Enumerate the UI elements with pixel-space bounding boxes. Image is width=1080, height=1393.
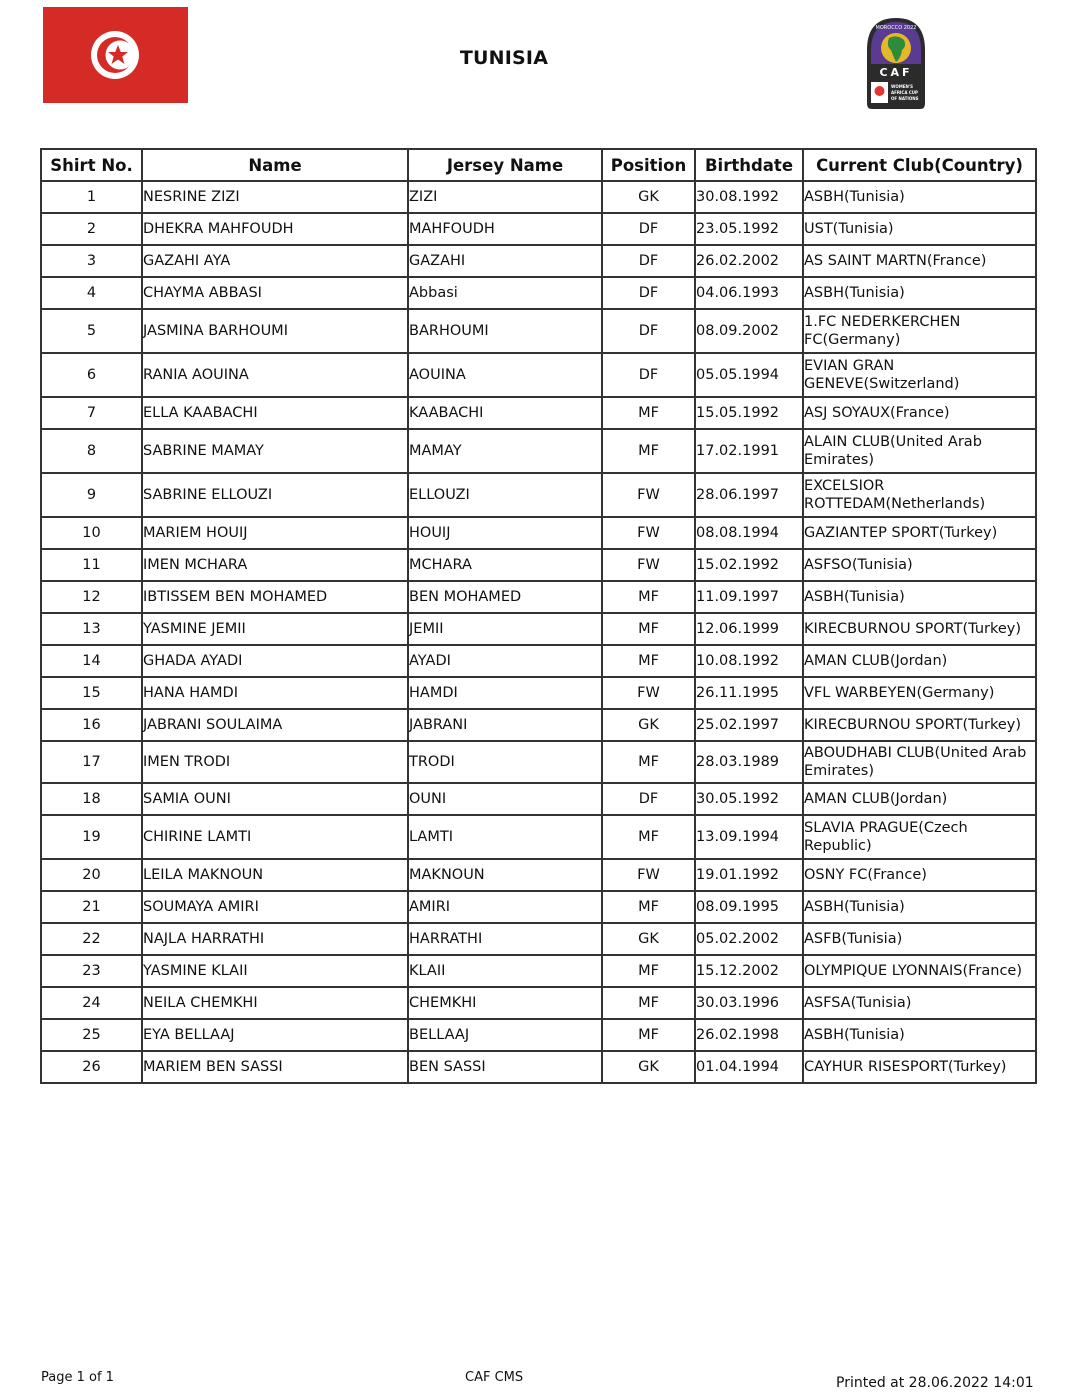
shirt-number: 1: [41, 181, 142, 213]
table-row: [41, 783, 1036, 815]
current-club: ASBH(Tunisia): [803, 581, 1036, 613]
current-club: ASBH(Tunisia): [803, 891, 1036, 923]
position: MF: [602, 741, 695, 783]
jersey-name: Abbasi: [408, 277, 602, 309]
player-name: ELLA KAABACHI: [142, 397, 408, 429]
shirt-number: 16: [41, 709, 142, 741]
current-club: AMAN CLUB(Jordan): [803, 645, 1036, 677]
jersey-name: MAKNOUN: [408, 859, 602, 891]
current-club: AMAN CLUB(Jordan): [803, 783, 1036, 815]
table-row: [41, 677, 1036, 709]
position: MF: [602, 581, 695, 613]
birthdate: 11.09.1997: [695, 581, 803, 613]
position: DF: [602, 309, 695, 353]
page-number: Page 1 of 1: [41, 1370, 114, 1385]
tunisia-flag-icon: [43, 7, 188, 103]
table-row: [41, 517, 1036, 549]
current-club: ASBH(Tunisia): [803, 277, 1036, 309]
shirt-number: 2: [41, 213, 142, 245]
player-name: MARIEM HOUIJ: [142, 517, 408, 549]
current-club: UST(Tunisia): [803, 213, 1036, 245]
shirt-number: 3: [41, 245, 142, 277]
position: FW: [602, 473, 695, 517]
position: MF: [602, 987, 695, 1019]
roster-table: [40, 148, 1037, 1084]
jersey-name: BELLAAJ: [408, 1019, 602, 1051]
birthdate: 04.06.1993: [695, 277, 803, 309]
birthdate: 08.09.1995: [695, 891, 803, 923]
shirt-number: 15: [41, 677, 142, 709]
col-header-birthdate: Birthdate: [695, 149, 803, 181]
table-row: [41, 309, 1036, 353]
shirt-number: 22: [41, 923, 142, 955]
shirt-number: 25: [41, 1019, 142, 1051]
birthdate: 26.02.1998: [695, 1019, 803, 1051]
position: MF: [602, 645, 695, 677]
birthdate: 15.12.2002: [695, 955, 803, 987]
player-name: SABRINE MAMAY: [142, 429, 408, 473]
birthdate: 19.01.1992: [695, 859, 803, 891]
table-row: [41, 645, 1036, 677]
player-name: NESRINE ZIZI: [142, 181, 408, 213]
position: MF: [602, 613, 695, 645]
logo-sub-2: AFRICA CUP: [891, 90, 918, 95]
player-name: YASMINE KLAII: [142, 955, 408, 987]
jersey-name: HAMDI: [408, 677, 602, 709]
col-header-name: Name: [142, 149, 408, 181]
player-name: SAMIA OUNI: [142, 783, 408, 815]
logo-brand: CAF: [879, 66, 913, 79]
table-row: [41, 891, 1036, 923]
current-club: 1.FC NEDERKERCHEN FC(Germany): [803, 309, 1036, 353]
position: FW: [602, 517, 695, 549]
table-row: [41, 955, 1036, 987]
jersey-name: LAMTI: [408, 815, 602, 859]
shirt-number: 26: [41, 1051, 142, 1083]
shirt-number: 13: [41, 613, 142, 645]
player-name: JASMINA BARHOUMI: [142, 309, 408, 353]
player-name: SOUMAYA AMIRI: [142, 891, 408, 923]
jersey-name: MCHARA: [408, 549, 602, 581]
player-name: CHAYMA ABBASI: [142, 277, 408, 309]
table-row: [41, 213, 1036, 245]
jersey-name: ELLOUZI: [408, 473, 602, 517]
shirt-number: 17: [41, 741, 142, 783]
position: MF: [602, 1019, 695, 1051]
logo-top-text: MOROCCO 2022: [875, 25, 917, 31]
birthdate: 26.02.2002: [695, 245, 803, 277]
birthdate: 30.05.1992: [695, 783, 803, 815]
table-row: [41, 1051, 1036, 1083]
caf-womens-afcon-logo: [861, 16, 931, 110]
table-row: [41, 549, 1036, 581]
position: GK: [602, 181, 695, 213]
current-club: ASFSO(Tunisia): [803, 549, 1036, 581]
player-name: YASMINE JEMII: [142, 613, 408, 645]
jersey-name: JABRANI: [408, 709, 602, 741]
jersey-name: MAMAY: [408, 429, 602, 473]
current-club: KIRECBURNOU SPORT(Turkey): [803, 709, 1036, 741]
current-club: ASFB(Tunisia): [803, 923, 1036, 955]
shirt-number: 18: [41, 783, 142, 815]
shirt-number: 21: [41, 891, 142, 923]
shirt-number: 24: [41, 987, 142, 1019]
logo-sub-1: WOMEN'S: [891, 84, 913, 89]
current-club: AS SAINT MARTN(France): [803, 245, 1036, 277]
current-club: ABOUDHABI CLUB(United Arab Emirates): [803, 741, 1036, 783]
player-name: DHEKRA MAHFOUDH: [142, 213, 408, 245]
logo-sub-3: OF NATIONS: [891, 96, 919, 101]
current-club: CAYHUR RISESPORT(Turkey): [803, 1051, 1036, 1083]
table-row: [41, 613, 1036, 645]
page-title: TUNISIA: [459, 47, 549, 69]
col-header-position: Position: [602, 149, 695, 181]
table-row: [41, 987, 1036, 1019]
jersey-name: AMIRI: [408, 891, 602, 923]
shirt-number: 10: [41, 517, 142, 549]
shirt-number: 5: [41, 309, 142, 353]
shirt-number: 4: [41, 277, 142, 309]
player-name: EYA BELLAAJ: [142, 1019, 408, 1051]
birthdate: 23.05.1992: [695, 213, 803, 245]
table-row: [41, 859, 1036, 891]
jersey-name: JEMII: [408, 613, 602, 645]
table-row: [41, 429, 1036, 473]
jersey-name: AOUINA: [408, 353, 602, 397]
shirt-number: 8: [41, 429, 142, 473]
player-name: IMEN TRODI: [142, 741, 408, 783]
player-name: LEILA MAKNOUN: [142, 859, 408, 891]
table-row: [41, 473, 1036, 517]
position: MF: [602, 429, 695, 473]
player-name: RANIA AOUINA: [142, 353, 408, 397]
birthdate: 26.11.1995: [695, 677, 803, 709]
table-row: [41, 277, 1036, 309]
birthdate: 17.02.1991: [695, 429, 803, 473]
player-name: CHIRINE LAMTI: [142, 815, 408, 859]
current-club: ALAIN CLUB(United Arab Emirates): [803, 429, 1036, 473]
position: GK: [602, 709, 695, 741]
current-club: ASFSA(Tunisia): [803, 987, 1036, 1019]
birthdate: 13.09.1994: [695, 815, 803, 859]
birthdate: 28.03.1989: [695, 741, 803, 783]
shirt-number: 20: [41, 859, 142, 891]
jersey-name: KLAII: [408, 955, 602, 987]
current-club: GAZIANTEP SPORT(Turkey): [803, 517, 1036, 549]
birthdate: 25.02.1997: [695, 709, 803, 741]
jersey-name: KAABACHI: [408, 397, 602, 429]
player-name: MARIEM BEN SASSI: [142, 1051, 408, 1083]
table-header-row: [41, 149, 1036, 181]
jersey-name: MAHFOUDH: [408, 213, 602, 245]
birthdate: 15.02.1992: [695, 549, 803, 581]
current-club: OLYMPIQUE LYONNAIS(France): [803, 955, 1036, 987]
position: DF: [602, 783, 695, 815]
table-row: [41, 353, 1036, 397]
birthdate: 08.09.2002: [695, 309, 803, 353]
position: GK: [602, 923, 695, 955]
table-row: [41, 815, 1036, 859]
birthdate: 28.06.1997: [695, 473, 803, 517]
position: MF: [602, 955, 695, 987]
table-row: [41, 181, 1036, 213]
position: DF: [602, 353, 695, 397]
player-name: IMEN MCHARA: [142, 549, 408, 581]
table-row: [41, 923, 1036, 955]
table-row: [41, 741, 1036, 783]
birthdate: 05.02.2002: [695, 923, 803, 955]
jersey-name: ZIZI: [408, 181, 602, 213]
current-club: EVIAN GRAN GENEVE(Switzerland): [803, 353, 1036, 397]
system-name: CAF CMS: [465, 1370, 524, 1385]
table-row: [41, 581, 1036, 613]
shirt-number: 12: [41, 581, 142, 613]
jersey-name: BEN MOHAMED: [408, 581, 602, 613]
position: MF: [602, 891, 695, 923]
shirt-number: 9: [41, 473, 142, 517]
current-club: VFL WARBEYEN(Germany): [803, 677, 1036, 709]
current-club: SLAVIA PRAGUE(Czech Republic): [803, 815, 1036, 859]
position: FW: [602, 677, 695, 709]
birthdate: 08.08.1994: [695, 517, 803, 549]
jersey-name: HARRATHI: [408, 923, 602, 955]
position: DF: [602, 213, 695, 245]
current-club: ASBH(Tunisia): [803, 181, 1036, 213]
position: DF: [602, 245, 695, 277]
position: MF: [602, 397, 695, 429]
position: GK: [602, 1051, 695, 1083]
jersey-name: BEN SASSI: [408, 1051, 602, 1083]
position: MF: [602, 815, 695, 859]
current-club: ASJ SOYAUX(France): [803, 397, 1036, 429]
shirt-number: 6: [41, 353, 142, 397]
shirt-number: 7: [41, 397, 142, 429]
table-row: [41, 245, 1036, 277]
printed-timestamp: Printed at 28.06.2022 14:01: [836, 1375, 1034, 1391]
jersey-name: AYADI: [408, 645, 602, 677]
position: FW: [602, 859, 695, 891]
shirt-number: 23: [41, 955, 142, 987]
table-row: [41, 709, 1036, 741]
jersey-name: TRODI: [408, 741, 602, 783]
current-club: EXCELSIOR ROTTEDAM(Netherlands): [803, 473, 1036, 517]
player-name: GHADA AYADI: [142, 645, 408, 677]
birthdate: 05.05.1994: [695, 353, 803, 397]
player-name: IBTISSEM BEN MOHAMED: [142, 581, 408, 613]
position: FW: [602, 549, 695, 581]
player-name: NAJLA HARRATHI: [142, 923, 408, 955]
birthdate: 30.03.1996: [695, 987, 803, 1019]
player-name: JABRANI SOULAIMA: [142, 709, 408, 741]
jersey-name: HOUIJ: [408, 517, 602, 549]
birthdate: 30.08.1992: [695, 181, 803, 213]
player-name: HANA HAMDI: [142, 677, 408, 709]
birthdate: 15.05.1992: [695, 397, 803, 429]
player-name: GAZAHI AYA: [142, 245, 408, 277]
position: DF: [602, 277, 695, 309]
col-header-jersey-name: Jersey Name: [408, 149, 602, 181]
jersey-name: GAZAHI: [408, 245, 602, 277]
table-row: [41, 1019, 1036, 1051]
birthdate: 01.04.1994: [695, 1051, 803, 1083]
table-row: [41, 397, 1036, 429]
current-club: ASBH(Tunisia): [803, 1019, 1036, 1051]
shirt-number: 11: [41, 549, 142, 581]
jersey-name: OUNI: [408, 783, 602, 815]
col-header-shirt-no: Shirt No.: [41, 149, 142, 181]
jersey-name: BARHOUMI: [408, 309, 602, 353]
jersey-name: CHEMKHI: [408, 987, 602, 1019]
shirt-number: 14: [41, 645, 142, 677]
col-header-club: Current Club(Country): [803, 149, 1036, 181]
player-name: SABRINE ELLOUZI: [142, 473, 408, 517]
shirt-number: 19: [41, 815, 142, 859]
birthdate: 10.08.1992: [695, 645, 803, 677]
current-club: KIRECBURNOU SPORT(Turkey): [803, 613, 1036, 645]
birthdate: 12.06.1999: [695, 613, 803, 645]
current-club: OSNY FC(France): [803, 859, 1036, 891]
player-name: NEILA CHEMKHI: [142, 987, 408, 1019]
